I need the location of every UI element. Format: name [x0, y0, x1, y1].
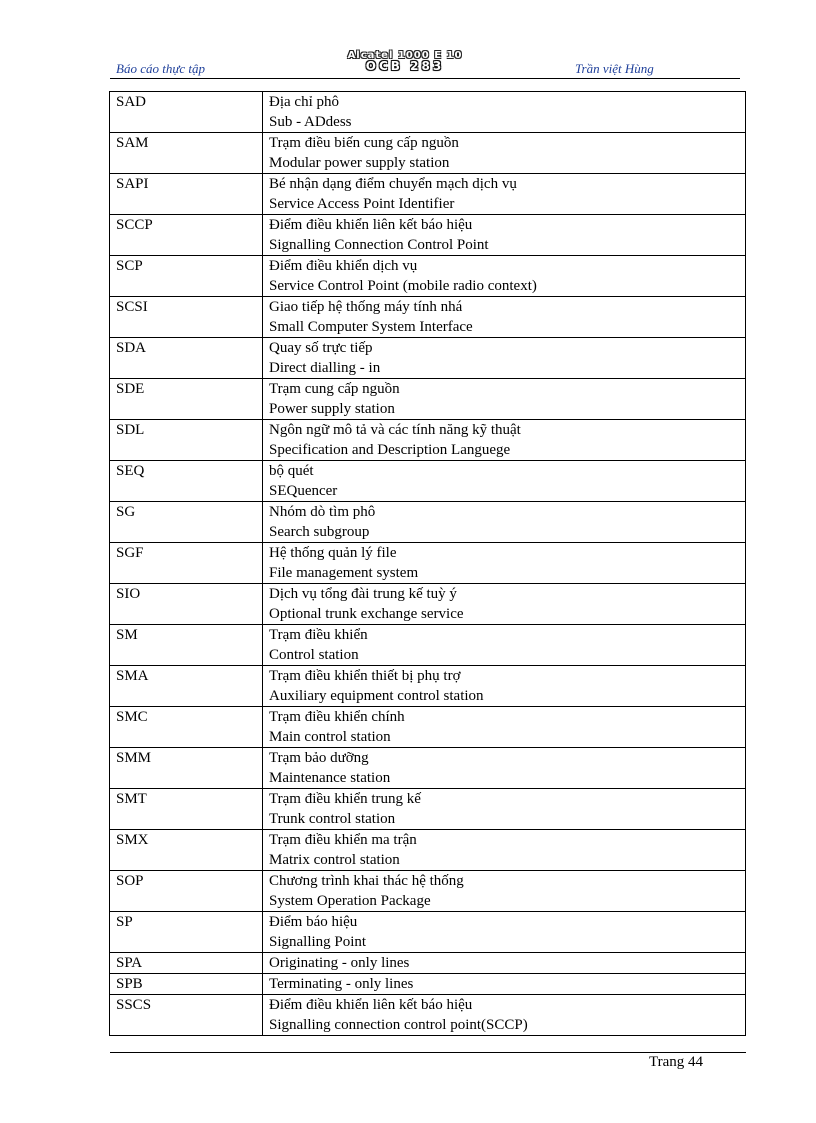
- abbreviation-description: [263, 297, 746, 338]
- table-row: [110, 256, 746, 297]
- abbreviation-description: [263, 174, 746, 215]
- description-vietnamese: Trạm cung cấp nguồn: [269, 381, 400, 397]
- table-row: [110, 871, 746, 912]
- description-english: Small Computer System Interface: [269, 319, 473, 335]
- abbreviation-description: [263, 584, 746, 625]
- table-row: [110, 789, 746, 830]
- description-vietnamese: Trạm điều khiển: [269, 627, 368, 643]
- description-vietnamese: Địa chỉ phô: [269, 94, 339, 110]
- abbreviation-description: [263, 133, 746, 174]
- abbreviation-description: [263, 953, 746, 974]
- description-vietnamese: Trạm bảo dưỡng: [269, 750, 369, 766]
- abbreviation-description: [263, 789, 746, 830]
- description-vietnamese: Chương trình khai thác hệ thống: [269, 873, 464, 889]
- description-vietnamese: Điểm báo hiệu: [269, 914, 358, 930]
- description-english: Signalling connection control point(SCCP): [269, 1017, 528, 1033]
- description-vietnamese: Trạm điều biến cung cấp nguồn: [269, 135, 459, 151]
- table-row: [110, 995, 746, 1036]
- description-english: Specification and Description Languege: [269, 442, 511, 458]
- abbreviation-code: SDA: [110, 338, 263, 379]
- header-author: Trần việt Hùng: [575, 61, 654, 76]
- table-row: [110, 543, 746, 584]
- table-row: [110, 666, 746, 707]
- description-english: Service Control Point (mobile radio context): [269, 278, 537, 294]
- description-vietnamese: Terminating - only lines: [269, 976, 414, 992]
- abbreviation-description: [263, 502, 746, 543]
- abbreviation-code: SSCS: [110, 995, 263, 1036]
- abbreviation-description: [263, 995, 746, 1036]
- page-number: Trang 44: [649, 1054, 704, 1070]
- description-english: Trunk control station: [269, 811, 396, 827]
- description-english: Signalling Connection Control Point: [269, 237, 489, 253]
- footer-rule: [110, 1052, 746, 1053]
- description-vietnamese: Điểm điều khiển dịch vụ: [269, 258, 418, 274]
- table-row: [110, 625, 746, 666]
- abbreviation-description: [263, 666, 746, 707]
- description-english: Sub - ADdess: [269, 114, 352, 130]
- description-english: Service Access Point Identifier: [269, 196, 455, 212]
- table-row: [110, 974, 746, 995]
- abbreviation-description: [263, 871, 746, 912]
- description-english: Signalling Point: [269, 934, 367, 950]
- abbreviation-description: [263, 625, 746, 666]
- abbreviation-description: [263, 92, 746, 133]
- abbreviation-code: SCSI: [110, 297, 263, 338]
- description-vietnamese: Originating - only lines: [269, 955, 410, 971]
- description-vietnamese: Trạm điều khiển ma trận: [269, 832, 417, 848]
- abbreviation-code: SM: [110, 625, 263, 666]
- abbreviation-code: SGF: [110, 543, 263, 584]
- abbreviation-description: [263, 912, 746, 953]
- abbreviation-code: SMT: [110, 789, 263, 830]
- table-row: [110, 707, 746, 748]
- abbreviation-description: [263, 338, 746, 379]
- table-row: [110, 133, 746, 174]
- description-english: System Operation Package: [269, 893, 431, 909]
- description-vietnamese: Nhóm dò tìm phô: [269, 504, 376, 520]
- description-english: Search subgroup: [269, 524, 370, 540]
- table-row: [110, 420, 746, 461]
- description-vietnamese: bộ quét: [269, 463, 314, 479]
- table-row: [110, 953, 746, 974]
- description-vietnamese: Điểm điều khiển liên kết báo hiệu: [269, 997, 473, 1013]
- table-row: [110, 461, 746, 502]
- table-row: [110, 215, 746, 256]
- table-row: [110, 912, 746, 953]
- abbreviation-description: [263, 830, 746, 871]
- description-vietnamese: Dịch vụ tổng đài trung kế tuỳ ý: [269, 586, 457, 602]
- abbreviation-description: [263, 256, 746, 297]
- abbreviation-code: SP: [110, 912, 263, 953]
- abbreviation-code: SDE: [110, 379, 263, 420]
- description-vietnamese: Hệ thống quản lý file: [269, 545, 397, 561]
- table-row: [110, 584, 746, 625]
- logo-line-1: Alcatel 1000 E 10: [347, 50, 463, 61]
- abbreviation-code: SMA: [110, 666, 263, 707]
- description-english: File management system: [269, 565, 419, 581]
- abbreviation-code: SIO: [110, 584, 263, 625]
- page-header: [110, 50, 740, 79]
- description-english: Modular power supply station: [269, 155, 450, 171]
- description-vietnamese: Quay số trực tiếp: [269, 340, 373, 356]
- description-english: SEQuencer: [269, 483, 338, 499]
- alcatel-logo: [330, 50, 480, 72]
- table-row: [110, 748, 746, 789]
- abbreviation-code: SOP: [110, 871, 263, 912]
- description-english: Optional trunk exchange service: [269, 606, 464, 622]
- description-english: Main control station: [269, 729, 391, 745]
- table-row: [110, 174, 746, 215]
- table-row: [110, 338, 746, 379]
- abbreviation-code: SAPI: [110, 174, 263, 215]
- table-row: [110, 92, 746, 133]
- description-vietnamese: Điểm điều khiển liên kết báo hiệu: [269, 217, 473, 233]
- description-english: Matrix control station: [269, 852, 400, 868]
- abbreviation-description: [263, 461, 746, 502]
- abbreviation-code: SDL: [110, 420, 263, 461]
- table-row: [110, 297, 746, 338]
- abbreviation-description: [263, 215, 746, 256]
- abbreviation-code: SMM: [110, 748, 263, 789]
- abbreviation-code: SEQ: [110, 461, 263, 502]
- description-english: Auxiliary equipment control station: [269, 688, 484, 704]
- abbreviation-table-body: [110, 92, 746, 1036]
- description-english: Direct dialling - in: [269, 360, 381, 376]
- abbreviation-description: [263, 379, 746, 420]
- abbreviation-code: SPB: [110, 974, 263, 995]
- abbreviation-code: SAM: [110, 133, 263, 174]
- table-row: [110, 830, 746, 871]
- abbreviation-description: [263, 974, 746, 995]
- abbreviation-code: SG: [110, 502, 263, 543]
- description-english: Power supply station: [269, 401, 395, 417]
- description-vietnamese: Giao tiếp hệ thống máy tính nhá: [269, 299, 463, 315]
- table-row: [110, 379, 746, 420]
- abbreviation-description: [263, 748, 746, 789]
- description-english: Maintenance station: [269, 770, 391, 786]
- abbreviation-code: SAD: [110, 92, 263, 133]
- abbreviation-code: SCCP: [110, 215, 263, 256]
- abbreviation-code: SMX: [110, 830, 263, 871]
- description-english: Control station: [269, 647, 359, 663]
- abbreviation-description: [263, 543, 746, 584]
- logo-line-2: OCB 283: [365, 59, 445, 73]
- description-vietnamese: Trạm điều khiển trung kế: [269, 791, 421, 807]
- description-vietnamese: Ngôn ngữ mô tả và các tính năng kỹ thuật: [269, 422, 521, 438]
- description-vietnamese: Trạm điều khiển chính: [269, 709, 405, 725]
- abbreviation-code: SCP: [110, 256, 263, 297]
- description-vietnamese: Bé nhận dạng điểm chuyển mạch dịch vụ: [269, 176, 517, 192]
- table-row: [110, 502, 746, 543]
- abbreviation-code: SPA: [110, 953, 263, 974]
- abbreviation-description: [263, 707, 746, 748]
- header-report-title: Báo cáo thực tập: [116, 61, 206, 76]
- abbreviation-description: [263, 420, 746, 461]
- abbreviation-code: SMC: [110, 707, 263, 748]
- description-vietnamese: Trạm điều khiển thiết bị phụ trợ: [269, 668, 461, 684]
- abbreviation-table: [109, 91, 746, 1036]
